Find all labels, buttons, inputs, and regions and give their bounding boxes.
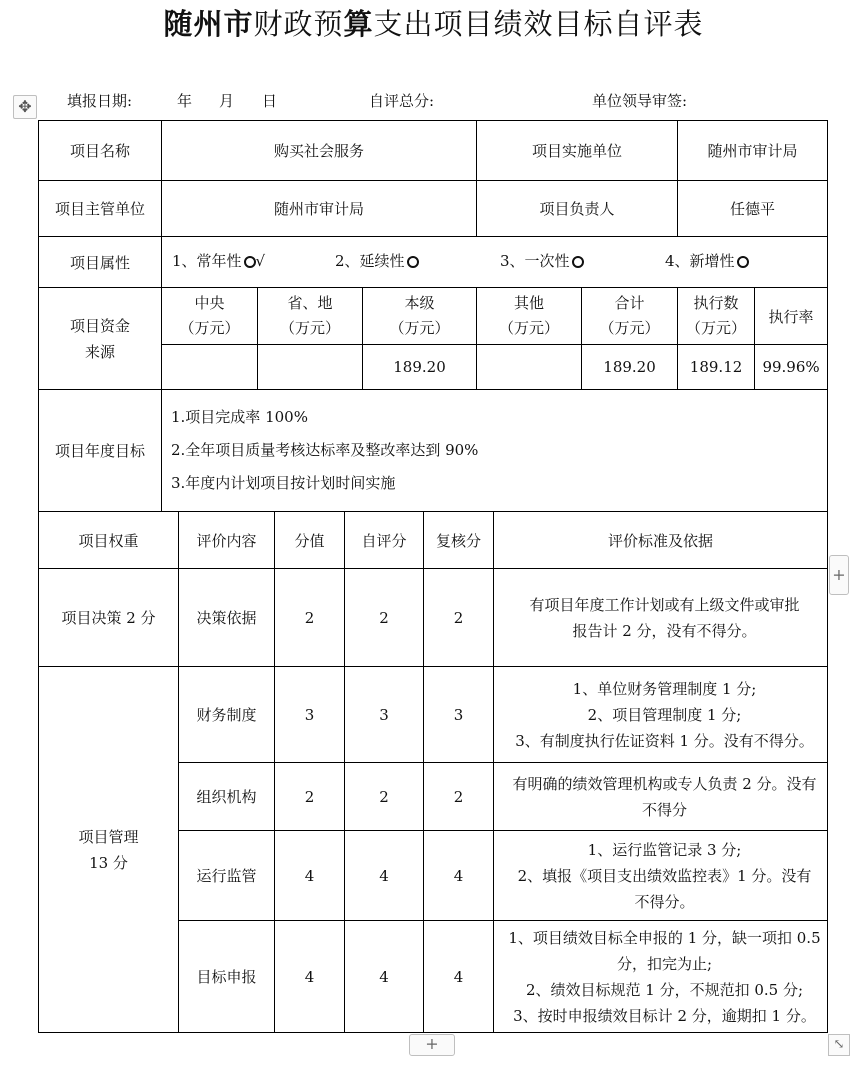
fill-date-year: 年 — [177, 92, 193, 110]
decision-weight: 项目决策 2 分 — [39, 569, 179, 667]
checked-mark: √ — [255, 252, 266, 270]
self-score-label: 自评总分: — [369, 92, 435, 110]
funds-header-other: 其他 （万元） — [477, 288, 582, 345]
leader-sign-label: 单位领导审签: — [592, 92, 688, 110]
goal-item: 1.项目完成率 100% — [171, 408, 308, 426]
mgmt-content[interactable]: 财务制度 — [179, 667, 275, 763]
mgmt-self[interactable]: 3 — [345, 667, 424, 763]
mgmt-score[interactable]: 2 — [275, 763, 345, 831]
mgmt-review[interactable]: 4 — [424, 921, 494, 1033]
funds-label-line2: 来源 — [84, 342, 115, 361]
fill-date-day: 日 — [262, 92, 278, 110]
page-title — [0, 2, 867, 43]
attr-option-3-label: 3、一次性 — [500, 252, 570, 270]
criteria-line: 2、绩效目标规范 1 分，不规范扣 0.5 分; — [525, 980, 804, 999]
criteria-line: 分，扣完为止; — [616, 954, 713, 973]
funds-header-central: 中央 （万元） — [162, 288, 258, 345]
criteria-line: 1、项目绩效目标全申报的 1 分，缺一项扣 0.5 — [508, 928, 821, 947]
criteria-line: 1、单位财务管理制度 1 分; — [572, 679, 757, 698]
goals-list[interactable] — [162, 390, 828, 512]
eval-header-weight: 项目权重 — [39, 512, 179, 569]
mgmt-score[interactable]: 4 — [275, 831, 345, 921]
decision-review[interactable]: 2 — [424, 569, 494, 667]
radio-dot-icon — [572, 256, 584, 268]
funds-header-executed: 执行数 （万元） — [678, 288, 755, 345]
fill-date-label: 填报日期: — [67, 92, 133, 110]
management-weight-line2: 13 分 — [89, 853, 128, 872]
eval-header-review: 复核分 — [424, 512, 494, 569]
attr-label: 项目属性 — [39, 237, 162, 288]
mgmt-content[interactable]: 目标申报 — [179, 921, 275, 1033]
eval-header-self: 自评分 — [345, 512, 424, 569]
table-row — [39, 667, 828, 763]
attr-option-4-label: 4、新增性 — [665, 252, 735, 270]
table-row — [39, 569, 828, 667]
supervisor-value[interactable]: 随州市审计局 — [162, 181, 477, 237]
mgmt-criteria[interactable] — [494, 763, 828, 831]
funds-value-total[interactable]: 189.20 — [582, 345, 678, 390]
supervisor-label: 项目主管单位 — [39, 181, 162, 237]
criteria-line: 2、项目管理制度 1 分; — [587, 705, 742, 724]
funds-value-other[interactable] — [477, 345, 582, 390]
attr-option-1-label: 1、常年性 — [172, 252, 242, 270]
criteria-line: 不得分。 — [634, 892, 695, 911]
criteria-line: 2、填报《项目支出绩效监控表》1 分。没有 — [517, 866, 812, 885]
decision-content[interactable]: 决策依据 — [179, 569, 275, 667]
radio-dot-icon — [737, 256, 749, 268]
criteria-line: 报告计 2 分，没有不得分。 — [572, 621, 757, 640]
criteria-line: 1、运行监管记录 3 分; — [587, 840, 742, 859]
add-row-icon[interactable]: + — [409, 1034, 455, 1056]
decision-score[interactable]: 2 — [275, 569, 345, 667]
funds-label — [39, 288, 162, 390]
funds-header-province: 省、地 （万元） — [258, 288, 363, 345]
title-part3: 算 — [343, 7, 374, 41]
mgmt-content[interactable]: 组织机构 — [179, 763, 275, 831]
goal-item: 3.年度内计划项目按计划时间实施 — [171, 474, 396, 492]
eval-header-content: 评价内容 — [179, 512, 275, 569]
criteria-line: 3、有制度执行佐证资料 1 分。没有不得分。 — [515, 731, 814, 750]
criteria-line: 3、按时申报绩效目标计 2 分，逾期扣 1 分。 — [513, 1006, 816, 1025]
funds-value-rate[interactable]: 99.96% — [755, 345, 828, 390]
goal-item: 2.全年项目质量考核达标率及整改率达到 90% — [171, 441, 479, 459]
eval-header-criteria: 评价标准及依据 — [494, 512, 828, 569]
funds-value-province[interactable] — [258, 345, 363, 390]
criteria-line: 有明确的绩效管理机构或专人负责 2 分。没有 — [512, 774, 817, 793]
impl-unit-label: 项目实施单位 — [477, 121, 678, 181]
radio-dot-icon — [407, 256, 419, 268]
mgmt-criteria[interactable] — [494, 831, 828, 921]
criteria-line: 有项目年度工作计划或有上级文件或审批 — [529, 595, 800, 614]
decision-criteria[interactable] — [494, 569, 828, 667]
mgmt-criteria[interactable] — [494, 667, 828, 763]
mgmt-review[interactable]: 4 — [424, 831, 494, 921]
goals-label: 项目年度目标 — [39, 390, 162, 512]
title-city: 随州市 — [163, 7, 254, 41]
table-move-icon[interactable]: ✥ — [13, 95, 37, 119]
funds-header-total: 合计 （万元） — [582, 288, 678, 345]
management-weight — [39, 667, 179, 1033]
evaluation-table — [38, 511, 828, 1033]
mgmt-self[interactable]: 2 — [345, 763, 424, 831]
project-info-table — [38, 120, 828, 512]
attr-option-3[interactable] — [500, 250, 584, 271]
funds-value-central[interactable] — [162, 345, 258, 390]
funds-value-executed[interactable]: 189.12 — [678, 345, 755, 390]
eval-header-score: 分值 — [275, 512, 345, 569]
mgmt-review[interactable]: 2 — [424, 763, 494, 831]
mgmt-self[interactable]: 4 — [345, 831, 424, 921]
mgmt-criteria[interactable] — [494, 921, 828, 1033]
mgmt-self[interactable]: 4 — [345, 921, 424, 1033]
title-part2: 财政预 — [253, 7, 344, 41]
leader-value[interactable]: 任德平 — [678, 181, 828, 237]
attr-option-2[interactable] — [335, 250, 419, 271]
mgmt-score[interactable]: 3 — [275, 667, 345, 763]
impl-unit-value[interactable]: 随州市审计局 — [678, 121, 828, 181]
attr-options — [162, 237, 828, 288]
project-name-value[interactable]: 购买社会服务 — [162, 121, 477, 181]
mgmt-review[interactable]: 3 — [424, 667, 494, 763]
attr-option-4[interactable] — [665, 250, 749, 271]
decision-self[interactable]: 2 — [345, 569, 424, 667]
mgmt-score[interactable]: 4 — [275, 921, 345, 1033]
funds-header-local: 本级 （万元） — [363, 288, 477, 345]
title-part4: 支出项目绩效目标自评表 — [373, 7, 704, 41]
attr-option-1[interactable] — [172, 250, 265, 271]
management-weight-line1: 项目管理 — [78, 827, 139, 846]
mgmt-content[interactable]: 运行监管 — [179, 831, 275, 921]
attr-option-2-label: 2、延续性 — [335, 252, 405, 270]
add-column-icon[interactable]: + — [829, 555, 849, 595]
project-name-label: 项目名称 — [39, 121, 162, 181]
resize-icon[interactable]: ⤡ — [828, 1034, 850, 1056]
fill-date-month: 月 — [219, 92, 235, 110]
funds-label-line1: 项目资金 — [69, 316, 130, 335]
leader-label: 项目负责人 — [477, 181, 678, 237]
funds-header-rate: 执行率 — [755, 288, 828, 345]
radio-dot-icon — [244, 256, 256, 268]
funds-value-local[interactable]: 189.20 — [363, 345, 477, 390]
criteria-line: 不得分 — [641, 800, 687, 819]
